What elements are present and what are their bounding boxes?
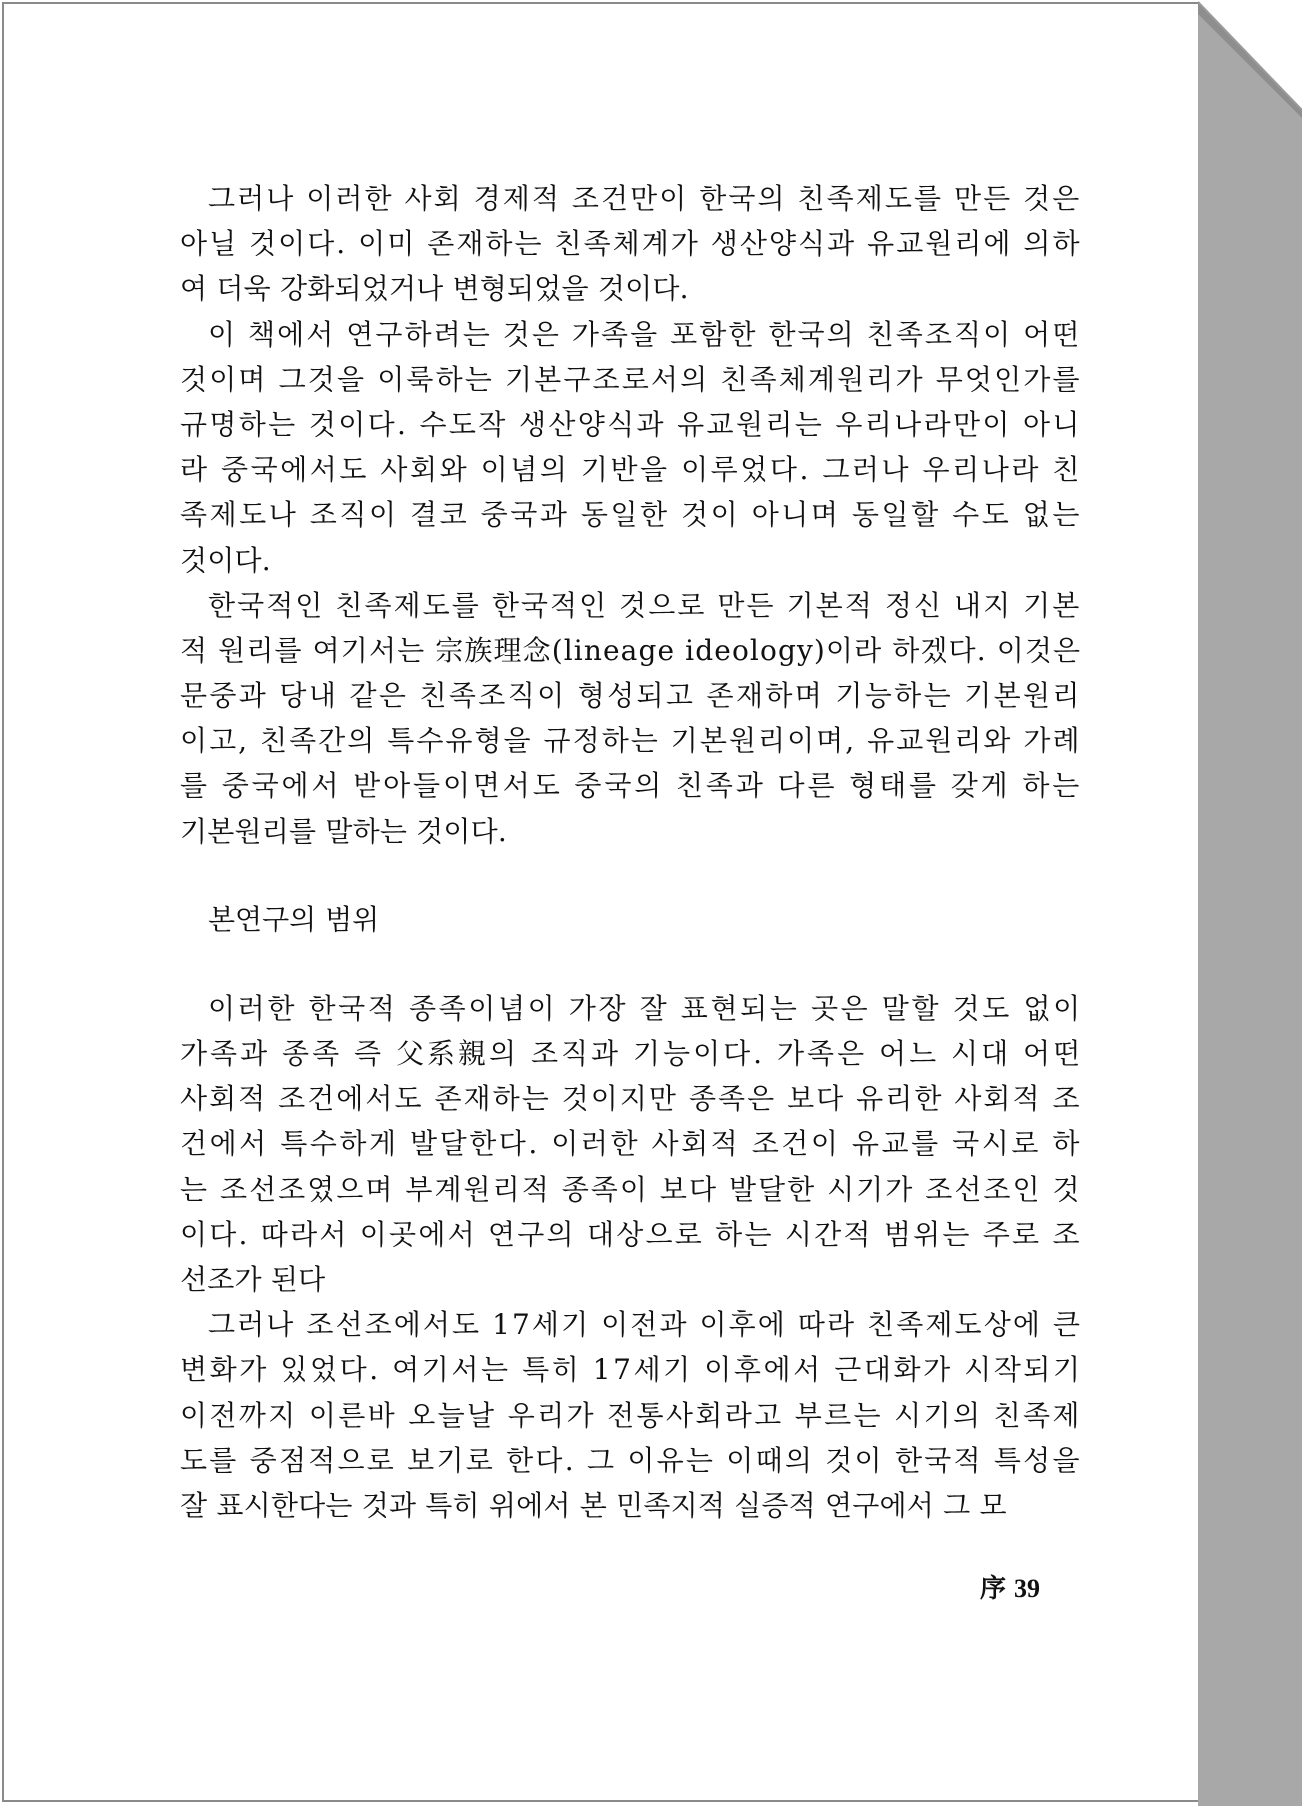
chapter-label: 序 — [980, 1574, 1007, 1604]
paragraphs-bottom — [180, 986, 1084, 1528]
text-line: 선조가 된다 — [180, 1262, 326, 1296]
text-line: 그러나 이러한 사회 경제적 조건만이 한국의 친족제도를 만든 것은 — [208, 182, 1082, 215]
text-line: 가족과 종족 즉 父系親의 조직과 기능이다. 가족은 어느 시대 어떤 — [180, 1037, 1084, 1070]
text-line: 잘 표시한다는 것과 특히 위에서 본 민족지적 실증적 연구에서 그 모 — [180, 1488, 1007, 1522]
page-content — [180, 176, 1084, 1528]
text-line: 이러한 한국적 종족이념이 가장 잘 표현되는 곳은 말할 것도 없이 — [208, 991, 1083, 1025]
paragraph — [180, 986, 1084, 1302]
text-line: 사회적 조건에서도 존재하는 것이지만 종족은 보다 유리한 사회적 조 — [180, 1082, 1082, 1116]
text-line: 적 원리를 여기서는 宗族理念(lineage ideology)이라 하겠다. 이것은 — [180, 633, 1082, 667]
text-line: 것이며 그것을 이룩하는 기본구조로서의 친족체계원리가 무엇인가를 — [180, 362, 1082, 396]
text-line: 기본원리를 말하는 것이다. — [180, 814, 508, 848]
text-line: 규명하는 것이다. 수도작 생산양식과 유교원리는 우리나라만이 아니 — [180, 407, 1082, 441]
text-line: 아닐 것이다. 이미 존재하는 친족체계가 생산양식과 유교원리에 의하 — [180, 227, 1082, 261]
text-line: 족제도나 조직이 결코 중국과 동일한 것이 아니며 동일할 수도 없는 — [180, 498, 1082, 532]
book-edge — [1198, 0, 1302, 1806]
text-line: 한국적인 친족제도를 한국적인 것으로 만든 기본적 정신 내지 기본 — [208, 588, 1082, 622]
text-line: 여 더욱 강화되었거나 변형되었을 것이다. — [180, 272, 689, 306]
paragraphs-top — [180, 176, 1083, 854]
paragraph — [180, 176, 1080, 312]
text-line: 이다. 따라서 이곳에서 연구의 대상으로 하는 시간적 범위는 주로 조 — [180, 1217, 1082, 1251]
text-line: 라 중국에서도 사회와 이념의 기반을 이루었다. 그러나 우리나라 친 — [180, 453, 1082, 487]
page-footer — [980, 1568, 1040, 1605]
text-line: 이 책에서 연구하려는 것은 가족을 포함한 한국의 친족조직이 어떤 — [208, 317, 1082, 351]
text-line: 문중과 당내 같은 친족조직이 형성되고 존재하며 기능하는 기본원리 — [180, 679, 1082, 713]
page-number: 39 — [1014, 1574, 1041, 1603]
text-line: 도를 중점적으로 보기로 한다. 그 이유는 이때의 것이 한국적 특성을 — [180, 1443, 1082, 1477]
text-line: 는 조선조였으며 부계원리적 종족이 보다 발달한 시기가 조선조인 것 — [180, 1172, 1082, 1206]
text-line: 이전까지 이른바 오늘날 우리가 전통사회라고 부르는 시기의 친족제 — [180, 1398, 1082, 1432]
paragraph — [180, 583, 1083, 854]
paragraph — [180, 1302, 1083, 1528]
text-line: 변화가 있었다. 여기서는 특히 17세기 이후에서 근대화가 시작되기 — [180, 1353, 1083, 1387]
text-line: 를 중국에서 받아들이면서도 중국의 친족과 다른 형태를 갖게 하는 — [180, 769, 1083, 803]
section-heading: 본연구의 범위 — [208, 902, 380, 936]
paragraph — [180, 312, 1080, 583]
text-line: 그러나 조선조에서도 17세기 이전과 이후에 따라 친족제도상에 큰 — [208, 1308, 1083, 1342]
text-line: 건에서 특수하게 발달한다. 이러한 사회적 조건이 유교를 국시로 하 — [180, 1127, 1082, 1161]
text-line: 이고, 친족간의 특수유형을 규정하는 기본원리이며, 유교원리와 가례 — [180, 724, 1082, 758]
text-line: 것이다. — [180, 543, 271, 577]
